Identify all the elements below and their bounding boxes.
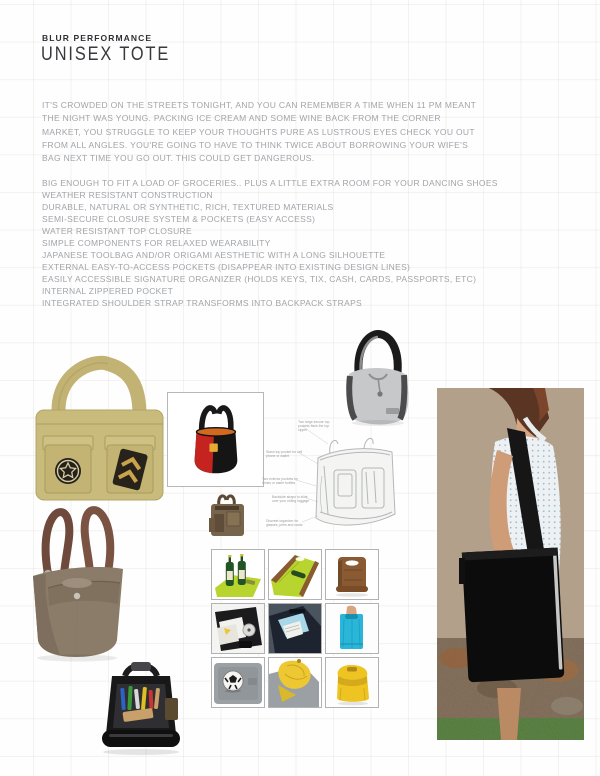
feature-item: DURABLE, NATURAL OR SYNTHETIC, RICH, TEXTURED MATERIALS	[42, 202, 334, 213]
photo-khaki-military-bag	[28, 352, 170, 504]
sketch-annotation: Discreet organizer for glasses, pens and cards	[266, 519, 303, 528]
intro-paragraph	[42, 99, 572, 165]
intro-line: MARKET, YOU STRUGGLE TO KEEP YOUR THOUGHTS PURE AS LUSTROUS EYES CHECK YOU OUT	[42, 126, 475, 137]
feature-item: SIMPLE COMPONENTS FOR RELAXED WEARABILITY	[42, 238, 271, 249]
feature-item: INTERNAL ZIPPERED POCKET	[42, 286, 174, 297]
grid-photo-teal-bag	[325, 603, 379, 654]
grid-photo-leather-carrier	[325, 549, 379, 600]
photo-taupe-tote	[20, 490, 135, 662]
sketch-annotation: Backside straps to slide over your rolling luggage	[272, 495, 310, 504]
intro-line: BAG NEXT TIME YOU GO OUT. THIS COULD GET DANGEROUS.	[42, 153, 315, 164]
sketch-annotation: Two large secure top pockets flank the top zipper	[298, 420, 330, 433]
grid-photo-soccer-ball-mat	[211, 657, 265, 708]
intro-line: THE NIGHT WAS YOUNG. PACKING ICE CREAM AND SOME WINE BACK FROM THE CORNER	[42, 113, 441, 124]
page-title: UNISEX TOTE	[41, 44, 171, 65]
sketch-annotation: Two exterior pockets for drinks or water bottles	[262, 477, 298, 486]
sketch-drawing	[258, 418, 398, 534]
feature-item: SEMI-SECURE CLOSURE SYSTEM & POCKETS (EASY ACCESS)	[42, 214, 316, 225]
thumbnail-grid	[211, 549, 379, 708]
grid-photo-yellow-bag-folded	[325, 657, 379, 708]
sketch-annotation: Stash top pocket for cell phone or wallet	[266, 450, 303, 459]
feature-list	[42, 177, 587, 310]
feature-item: WEATHER RESISTANT CONSTRUCTION	[42, 190, 213, 201]
photo-red-bucket-tote	[167, 392, 264, 487]
grid-photo-mat-unfolded	[268, 549, 322, 600]
intro-line: IT'S CROWDED ON THE STREETS TONIGHT, AND YOU CAN REMEMBER A TIME WHEN 11 PM MEANT	[42, 100, 477, 110]
brand-name: BLUR PERFORMANCE	[42, 33, 153, 43]
intro-line: FROM ALL ANGLES. YOU'RE GOING TO HAVE TO THINK TWICE ABOUT BORROWING YOUR WIFE'S	[42, 139, 469, 150]
photo-model-wearing-tote	[437, 388, 584, 740]
grid-photo-yellow-bag-folding	[268, 657, 322, 708]
feature-item: JAPANESE TOOLBAG AND/OR ORIGAMI AESTHETIC WITH A LONG SILHOUETTE	[42, 250, 386, 261]
photo-black-tool-bag	[95, 658, 187, 760]
concept-sketch	[258, 418, 398, 534]
grid-photo-black-portfolio	[211, 603, 265, 654]
grid-photo-wine-bottles	[211, 549, 265, 600]
grid-photo-navy-folder	[268, 603, 322, 654]
feature-item: EXTERNAL EASY-TO-ACCESS POCKETS (DISAPPEAR INTO EXISTING DESIGN LINES)	[42, 262, 411, 273]
photo-gray-shoulder-bag	[341, 330, 415, 428]
feature-item: INTEGRATED SHOULDER STRAP TRANSFORMS INTO BACKPACK STRAPS	[42, 298, 363, 309]
feature-item: EASILY ACCESSIBLE SIGNATURE ORGANIZER (HOLDS KEYS, TIX, CASH, CARDS, PASSPORTS, ETC)	[42, 274, 477, 285]
photo-small-brown-bag	[205, 492, 250, 540]
feature-item: BIG ENOUGH TO FIT A LOAD OF GROCERIES.. PLUS A LITTLE EXTRA ROOM FOR YOUR DANCING SHOES	[42, 178, 498, 188]
feature-item: WATER RESISTANT TOP CLOSURE	[42, 226, 192, 237]
